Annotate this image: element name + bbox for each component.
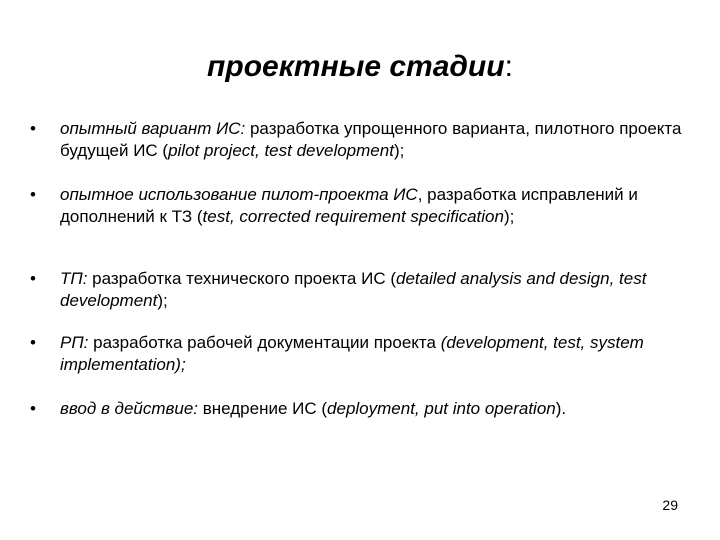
bullet-icon: • bbox=[30, 119, 36, 138]
bullet-text-segment: опытный вариант ИС: bbox=[60, 119, 246, 138]
bullet-text-segment: deployment, put into operation bbox=[327, 399, 556, 418]
bullet-text-segment: pilot project, test development bbox=[168, 141, 394, 160]
bullet-text-segment: разработка технического проекта ИС ( bbox=[87, 269, 396, 288]
bullet-text-segment: ); bbox=[157, 291, 168, 310]
bullet-icon: • bbox=[30, 399, 36, 418]
bullet-text-segment: detailed analysis and design, test development bbox=[60, 269, 647, 310]
bullet-item-4 bbox=[30, 332, 690, 376]
bullet-item-3 bbox=[30, 268, 690, 312]
slide-title-text: проектные стадии bbox=[207, 50, 505, 83]
slide-title-colon: : bbox=[504, 50, 513, 83]
bullet-text-segment: ввод в действие: bbox=[60, 399, 199, 418]
bullet-item-2 bbox=[30, 184, 690, 228]
bullet-text bbox=[60, 118, 690, 162]
bullet-text-segment: ); bbox=[393, 141, 405, 160]
bullet-icon: • bbox=[30, 333, 36, 352]
bullet-text-segment: ). bbox=[555, 399, 567, 418]
page-number: 29 bbox=[662, 497, 678, 513]
bullet-text bbox=[60, 332, 690, 376]
bullet-text-segment: ТП: bbox=[60, 269, 88, 288]
bullet-text-segment: РП: bbox=[60, 333, 89, 352]
bullet-item-5 bbox=[30, 398, 690, 420]
bullet-text-segment: разработка упрощенного варианта, пилотного проекта будущей ИС ( bbox=[60, 119, 682, 160]
bullet-text-segment: test, corrected requirement specification bbox=[202, 207, 504, 226]
slide-title bbox=[0, 48, 720, 86]
bullet-text-segment: опытное использование пилот-проекта ИС bbox=[60, 185, 418, 204]
bullet-icon: • bbox=[30, 185, 36, 204]
bullet-text-segment: внедрение ИС ( bbox=[198, 399, 328, 418]
bullet-text-segment: (development, test, system implementation); bbox=[60, 333, 644, 374]
bullet-item-1 bbox=[30, 118, 690, 162]
bullet-text-segment: разработка рабочей документации проекта bbox=[88, 333, 441, 352]
bullet-text-segment: ); bbox=[503, 207, 515, 226]
bullet-text bbox=[60, 184, 690, 228]
bullet-text-segment: , разработка исправлений и дополнений к ТЗ ( bbox=[60, 185, 638, 226]
bullet-text bbox=[60, 398, 690, 420]
bullet-icon: • bbox=[30, 269, 36, 288]
bullet-text bbox=[60, 268, 690, 312]
